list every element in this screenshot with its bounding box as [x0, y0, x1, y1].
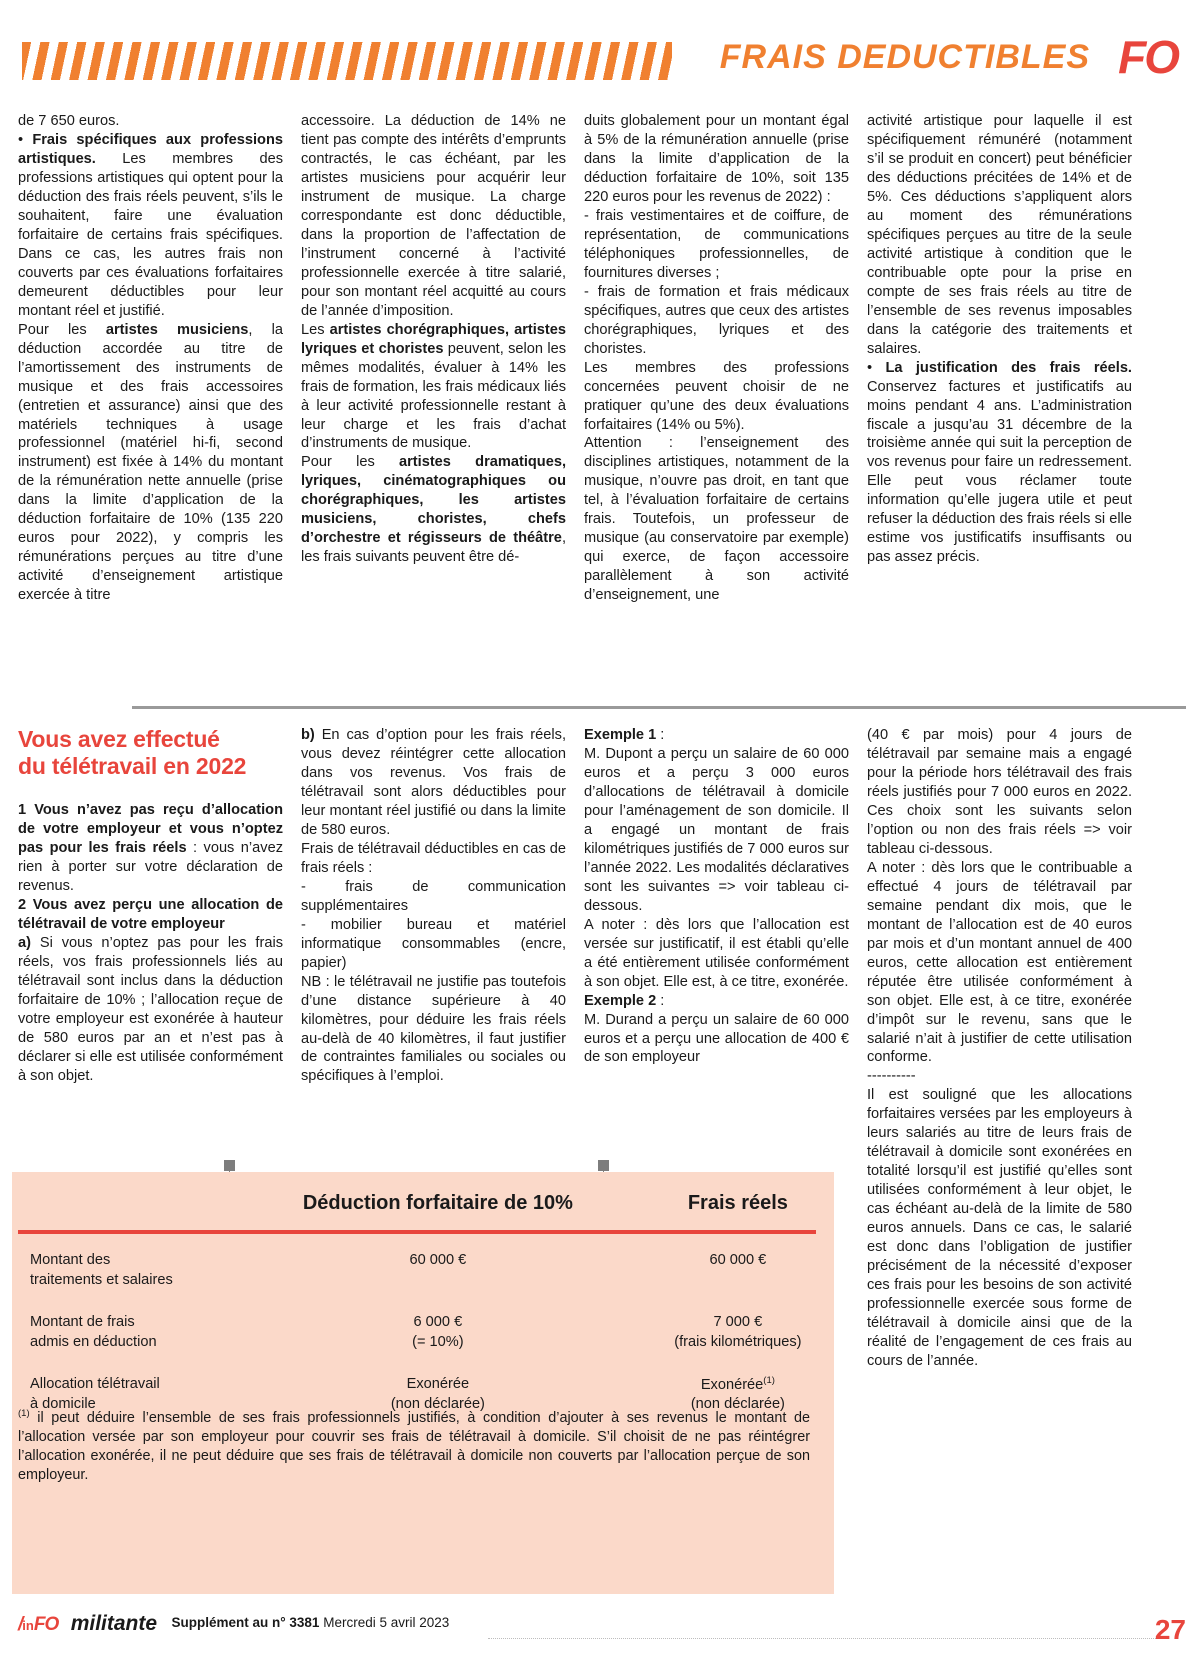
page-footer — [18, 1612, 1186, 1652]
cell-frais-reels — [642, 1238, 834, 1300]
lead-in-bold: artistes chorégraphiques, artistes lyriques et choristes — [301, 321, 566, 357]
table-row — [12, 1238, 834, 1300]
paragraph: activité artistique pour laquelle il est spécifiquement rémunéré (notamment s’il se produit en concert) peut bénéficier des déductions précitées de 14% et de 5%. Ces déductions s’appliquent alors au moment des rémunérations spécifiques perçues au titre de la seule activité artistique à condition que le contribuable opte pour la prise en compte de ses frais réels au titre de l’ensemble de ses revenus imposables dans la catégorie des traitements et salaires. — [867, 113, 1132, 357]
list-marker-bold: b) — [301, 727, 315, 743]
publication-name: militante — [70, 1612, 158, 1635]
page-title: FRAIS DEDUCTIBLES — [719, 38, 1090, 76]
paragraph: M. Durand a perçu un salaire de 60 000 euros et a perçu une allocation de 400 € de son employeur — [584, 1011, 849, 1066]
article-column-4 — [867, 112, 1132, 605]
page-header — [0, 0, 1200, 100]
table-body — [12, 1238, 834, 1424]
table-header-row — [12, 1172, 834, 1238]
paragraph: duits globalement pour un montant égal à 5% de la rémunération annuelle (prise dans la limite d’application de la déduction forfaitaire de 10%, soit 135 220 euros pour les revenus de 2022) : — [584, 113, 849, 205]
section-heading-line-1: Vous avez effectué — [18, 726, 220, 752]
paragraph: A noter : dès lors que l’allocation est versée sur justificatif, il est établi qu’elle a été entièrement utilisée conformément à son objet. Elle est, à ce titre, exonérée. — [584, 916, 849, 990]
paragraph-text: : vous n’avez rien à porter sur votre déclaration de revenus. — [18, 840, 283, 895]
cell-value: 60 000 € — [709, 1252, 767, 1268]
cell-value: 6 000 € — [413, 1314, 463, 1330]
paragraph: M. Dupont a perçu un salaire de 60 000 euros et a perçu 3 000 euros d’allocations de télétravail à domicile pour l’aménagement de son domicile. Il a engagé un montant de frais kilométriques justifiés de 7 000 euros sur l’année 2022. Les modalités déclaratives sont les suivantes => voir tableau ci-dessous. — [584, 745, 849, 914]
paragraph — [301, 321, 566, 454]
cell-frais-reels — [642, 1300, 834, 1362]
paragraph — [18, 934, 283, 1086]
lead-in-bold: La justification des frais réels. — [885, 359, 1132, 376]
row-label-line-2: traitements et salaires — [30, 1271, 173, 1288]
footer-dotted-rule — [488, 1638, 1158, 1639]
table-header-frais-reels: Frais réels — [687, 1191, 788, 1214]
article-columns — [18, 112, 1186, 605]
paragraph-text: En cas d’option pour les frais réels, vous devez réintégrer cette allocation dans vos revenus. Vos frais de télétravail sont alors déductibles pour leur montant réel justifié ou dans la limite de 580 euros. — [301, 727, 566, 838]
cell-value: Exonérée — [700, 1376, 764, 1393]
paragraph: Attention : l’enseignement des disciplines artistiques, notamment de la musique, n’ouvre pas droit, en tant que tel, à l’évaluation forfaitaire de certains frais. Toutefois, un professeur de musique (au conservatoire par exemple) qui exerce, de façon accessoire parallèlement à son activité d’enseignement, une — [584, 435, 849, 604]
paragraph — [18, 896, 283, 934]
lead-in-bold: Frais spécifiques aux professions artistiques. — [18, 131, 283, 167]
example-2-label — [584, 992, 849, 1011]
article-column-2 — [301, 112, 566, 605]
paragraph-text: Les membres des professions artistiques qui optent pour la déduction des frais réels peuvent, s’ils le souhaitent, faire une évaluation forfaitaire de certains frais spécifiques. Dans ce cas, les autres frais non couverts par ces évaluations forfaitaires demeurent déductibles pour leur montant réel et justifié. — [18, 150, 283, 319]
rule-dashes: ---------- — [867, 1068, 916, 1085]
pin-marker-left — [224, 1160, 235, 1171]
table-header-rule — [18, 1230, 816, 1234]
row-label — [12, 1238, 234, 1300]
paragraph — [867, 359, 1132, 568]
paragraph-text: Conservez factures et justificatifs au moins pendant 4 ans. L’administration fiscale a jusqu’au 31 décembre de la troisième année qui suit la perception de vos revenus pour faire un redressement. Elle peut vous réclamer toute information qu’elle jugera utile et peut refuser la déduction des frais réels si elle estime vos justificatifs insuffisants ou pas assez précis. — [867, 378, 1132, 566]
paragraph — [301, 453, 566, 567]
footnote-marker: (1) — [18, 1408, 30, 1419]
row-label-line-1: Montant des — [30, 1252, 111, 1268]
lead-in-bold: 2 Vous avez perçu une allocation de télétravail de votre employeur — [18, 897, 283, 933]
footnote-ref: (1) — [763, 1375, 775, 1386]
comparison-table — [12, 1172, 834, 1594]
paragraph: NB : le télétravail ne justifie pas toutefois d’une distance supérieure à 40 kilomètres, pour déduire les frais réels au-delà de 40 kilomètres, il faut justifier de contraintes familiales ou sociales ou spécifiques à l’emploi. — [301, 973, 566, 1085]
fo-logo: FO — [1118, 31, 1178, 83]
cell-deduction-forfaitaire — [234, 1238, 642, 1300]
bullet-marker: • — [867, 359, 886, 376]
paragraph — [18, 801, 283, 896]
bullet-marker: • — [18, 131, 33, 148]
paragraph-text: peuvent, selon les mêmes modalités, évaluer à 14% les frais de formation, les frais médicaux liés à leur activité professionnelle restant à leur charge et les frais d’achat d’instruments de musique. — [301, 340, 566, 452]
cell-value: 60 000 € — [409, 1252, 467, 1268]
supplement-number: Supplément au n° 3381 — [171, 1615, 320, 1630]
section-divider — [132, 706, 1186, 709]
cell-subvalue: (non déclarée) — [690, 1396, 785, 1413]
supplement-info — [172, 1615, 450, 1630]
paragraph: accessoire. La déduction de 14% ne tient pas compte des intérêts d’emprunts contractés, le cas échéant, par les artistes musiciens pour acquérir leur instrument de musique. La charge correspondante est donc déductible, dans la proportion de l’affectation de l’instrument concerné à l’activité professionnelle exercée à titre salarié, pour son montant réel acquitté au cours de l’année d’imposition. — [301, 113, 566, 319]
paragraph: - frais vestimentaires et de coiffure, de représentation, de communications téléphoniques professionnelles, de fournitures diverses ; — [584, 207, 849, 281]
brand-slash: / — [18, 1614, 23, 1635]
table-header-deduction-forfaitaire: Déduction forfaitaire de 10% — [302, 1191, 573, 1214]
cell-subvalue: (frais kilométriques) — [674, 1333, 802, 1350]
paragraph-text: Pour les — [301, 454, 399, 471]
paragraph-text: , la déduction accordée au titre de l’amortissement des instruments de musique et des frais accessoires (entretien et assurance) ainsi que des matériels techniques à usage professionnel (matériel hi-fi, second instrument) est fixée à 14% du montant de la rémunération nette annuelle (prise dans la limite d’application de la déduction forfaitaire de 10% (135 220 euros pour 2022), y compris les rémunérations perçues au titre d’une activité d’enseignement artistique exercée à titre — [18, 321, 284, 604]
paragraph-text: Les — [301, 321, 330, 338]
supplement-date: Mercredi 5 avril 2023 — [319, 1615, 450, 1630]
cell-subvalue: (= 10%) — [412, 1333, 464, 1350]
paragraph: - frais de communication supplémentaires — [301, 878, 566, 914]
table-footnote — [18, 1408, 810, 1485]
section-heading-line-2: du télétravail en 2022 — [18, 752, 247, 779]
paragraph: Il est souligné que les allocations forfaitaires versées par les employeurs à leurs salariés au titre de leurs frais de télétravail à domicile sont exonérées en totalité lorsqu’il est justifié qu’elles sont utilisées conformément à leur objet, le cas échéant au-delà de la limite de 580 euros annuels. Dans ce cas, le salarié est donc dans l’obligation de justifier précisément de la nécessité d’exposer ces frais pour les besoins de son activité professionnelle exercée sous forme de télétravail à domicile ainsi que de la réalité de l’engagement de ces frais au cours de l’année. — [867, 1087, 1132, 1369]
brand-fo: FO — [33, 1614, 59, 1635]
pin-marker-right — [598, 1160, 609, 1171]
cell-value: 7 000 € — [713, 1314, 763, 1330]
page-number: 27 — [1154, 1614, 1186, 1645]
paragraph — [301, 726, 566, 840]
example-1-label — [584, 726, 849, 745]
paragraph: A noter : dès lors que le contribuable a effectué 4 jours de télétravail par semaine pendant dix mois, que le montant de l’allocation est de 40 euros par mois et d’un montant annuel de 400 euros, cette allocation est entièrement réputée être utilisée conformément à son objet. Elle est, à ce titre, exonérée d’impôt sur le revenu, sans que le salarié n’ait à justifier de cette utilisation conforme. — [867, 859, 1132, 1066]
paragraph-text: Pour les — [18, 321, 106, 338]
paragraph: de 7 650 euros. — [18, 113, 120, 129]
section-heading — [18, 726, 283, 779]
list-marker-bold: a) — [18, 935, 31, 952]
row-label — [12, 1300, 234, 1362]
hatch-pattern-decoration — [22, 42, 672, 80]
table — [12, 1172, 834, 1424]
paragraph: - mobilier bureau et matériel informatique consommables (encre, papier) — [301, 916, 566, 971]
paragraph: - frais de formation et frais médicaux spécifiques, autres que ceux des artistes chorégraphiques, lyriques et des choristes. — [584, 283, 849, 357]
article-column-3 — [584, 112, 849, 605]
colon: : — [656, 992, 665, 1009]
example-label-bold: Exemple 1 — [584, 727, 657, 743]
paragraph-text: Si vous n’optez pas pour les frais réels, vos frais professionnels liés au télétravail sont inclus dans la déduction forfaitaire de 10% ; l’allocation reçue de votre employeur est exonérée à hauteur de 580 euros par an et n’est pas à déclarer si elle est utilisée conformément à son objet. — [18, 935, 283, 1084]
row-label-line-1: Allocation télétravail — [30, 1376, 160, 1392]
brand-in: in — [22, 1618, 34, 1633]
teletravail-column-4 — [867, 726, 1132, 1371]
colon: : — [656, 727, 665, 743]
paragraph — [18, 321, 283, 606]
cell-deduction-forfaitaire — [234, 1300, 642, 1362]
article-column-1 — [18, 112, 283, 605]
table-head — [12, 1172, 834, 1238]
row-label-line-2: admis en déduction — [30, 1333, 157, 1350]
table-header-blank — [12, 1172, 234, 1238]
row-label-line-2: à domicile — [30, 1395, 96, 1412]
lead-in-bold: artistes musiciens — [105, 321, 249, 338]
cell-value: Exonérée — [406, 1376, 470, 1392]
table-row — [12, 1300, 834, 1362]
paragraph — [18, 131, 283, 321]
lead-in-bold: artistes dramatiques, lyriques, cinématographiques ou chorégraphiques, les artistes musiciens, choristes, chefs d’orchestre et régisseurs de théâtre — [301, 454, 567, 547]
example-label-bold: Exemple 2 — [584, 992, 657, 1009]
paragraph: Les membres des professions concernées peuvent choisir de ne pratiquer qu’une des deux évaluations forfaitaires (14% ou 5%). — [584, 359, 849, 433]
cell-subvalue: (non déclarée) — [390, 1395, 485, 1412]
footnote-text: il peut déduire l’ensemble de ses frais professionnels justifiés, à condition d’ajouter à ses revenus le montant de l’allocation versée par son employeur pour couvrir ses frais de télétravail à domicile. S’il choisit de ne pas réintégrer l’allocation exonérée, il ne peut déduire que ses frais de télétravail à domicile non couverts par l’allocation perçue de son employeur. — [18, 1409, 810, 1484]
paragraph: (40 € par mois) pour 4 jours de télétravail par semaine mais a engagé pour la période hors télétravail des frais réels justifiés pour 7 000 euros en 2022. Ces choix sont les suivants selon l’option ou non des frais réels => voir tableau ci-dessous. — [867, 727, 1132, 857]
paragraph: Frais de télétravail déductibles en cas de frais réels : — [301, 840, 566, 876]
lead-in-bold: 1 Vous n’avez pas reçu d’allocation de votre employeur et vous n’optez pas pour les frais réels — [18, 802, 283, 857]
paragraph-text: , les frais suivants peuvent être dé- — [301, 530, 566, 566]
row-label-line-1: Montant de frais — [30, 1314, 135, 1330]
info-logo — [18, 1614, 58, 1636]
